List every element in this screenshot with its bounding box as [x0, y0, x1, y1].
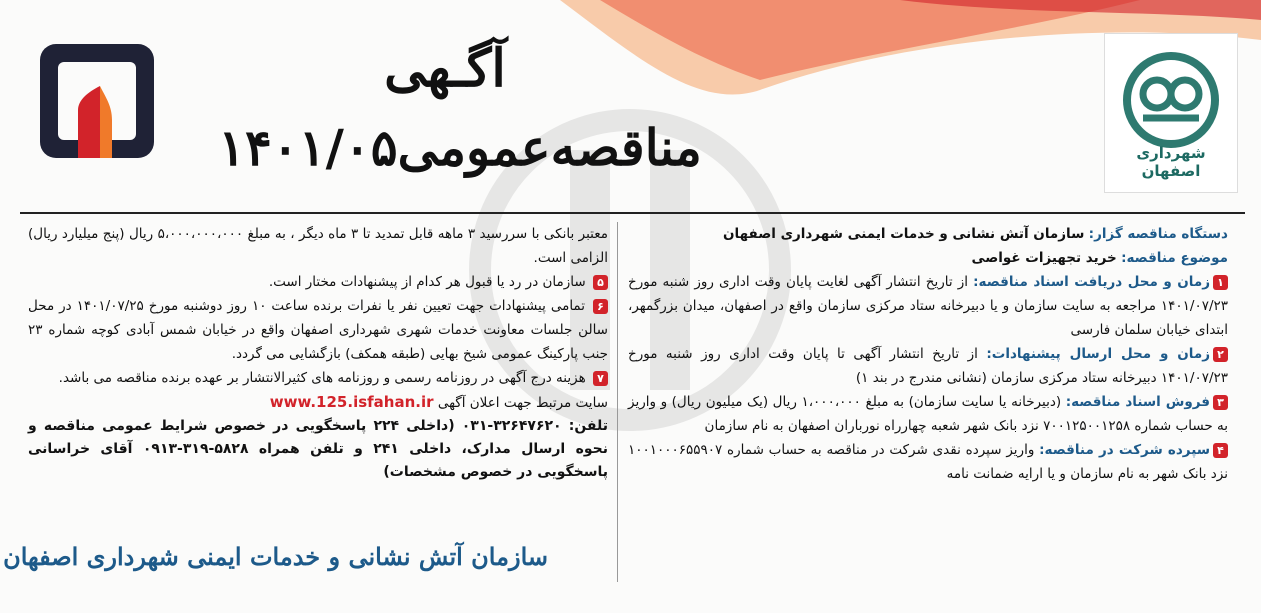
item-6-text: تمامی پیشنهادات جهت تعیین نفر یا نفرات برنده ساعت ۱۰ روز دوشنبه مورخ ۱۴۰۱/۰۷/۲۵ در محل سالن جلسات معاونت خدمات شهری شهرداری اصفهان واقع در خیابان شمس آبادی کوچه شماره ۲۳ جنب پارکینگ عمومی شیخ بهایی (طبقه همکف) بازگشایی می گردد.: [28, 298, 608, 362]
item-5-text: سازمان در رد یا قبول هر کدام از پیشنهادات مختار است.: [268, 274, 586, 290]
item-4-label: سپرده شرکت در مناقصه:: [1039, 442, 1210, 458]
municipality-logo: [1104, 33, 1238, 193]
guarantee-continuation: [28, 222, 608, 270]
item-6: [28, 294, 608, 366]
item-3-label: فروش اسناد مناقصه:: [1065, 394, 1210, 410]
website-label: سایت مرتبط جهت اعلان آگهی: [437, 395, 608, 411]
item-4-number: ۴: [1213, 443, 1228, 458]
item-4-text: واریز سپرده نقدی شرکت در مناقصه به حساب شماره ۱۰۰۱۰۰۰۶۵۵۹۰۷ نزد بانک شهر به نام سازمان و یا ارایه ضمانت نامه: [628, 442, 1228, 482]
organizer-label: دستگاه مناقصه گزار:: [1088, 226, 1228, 242]
column-divider: [617, 222, 618, 582]
item-3: [628, 390, 1228, 438]
right-column: [628, 222, 1228, 486]
organizer-value: سازمان آتش نشانی و خدمات ایمنی شهرداری اصفهان: [723, 226, 1085, 242]
website-line: [28, 390, 608, 415]
header-divider: [20, 212, 1245, 214]
item-1-number: ۱: [1213, 275, 1228, 290]
organizer-paragraph: [628, 222, 1228, 246]
item-5-number: ۵: [593, 275, 608, 290]
fire-logo-icon: [36, 40, 158, 162]
tender-title: مناقصه‌عمومی۱۴۰۱/۰۵: [218, 118, 702, 177]
municipality-emblem-icon: [1119, 48, 1223, 152]
item-3-number: ۳: [1213, 395, 1228, 410]
subject-label: موضوع مناقصه:: [1121, 250, 1228, 266]
page-title: آگـهی: [384, 38, 506, 99]
item-6-number: ۶: [593, 299, 608, 314]
item-7-text: هزینه درج آگهی در روزنامه رسمی و روزنامه های کثیرالانتشار بر عهده برنده مناقصه می باشد.: [58, 370, 586, 386]
item-7-number: ۷: [593, 371, 608, 386]
item-2-number: ۲: [1213, 347, 1228, 362]
item-3-text: (دبیرخانه یا سایت سازمان) به مبلغ ۱،۰۰۰،۰۰۰ ریال (یک میلیون ریال) و واریز به حساب شماره ۷۰۰۱۲۵۰۰۱۲۵۸ نزد بانک شهر شعبه چهارراه نورباران اصفهان به نام سازمان: [628, 394, 1228, 434]
item-2-text: از تاریخ انتشار آگهی تا پایان وقت اداری روز شنبه مورخ ۱۴۰۱/۰۷/۲۳ دبیرخانه ستاد مرکزی سازمان (نشانی مندرج در بند ۱): [628, 346, 1228, 386]
item-2: [628, 342, 1228, 390]
contact-text: تلفن: ۳۲۶۴۷۶۲۰-۰۳۱ (داخلی ۲۲۴ پاسخگویی در خصوص شرایط عمومی مناقصه و نحوه ارسال مدارک، داخلی ۲۴۱ و تلفن همراه ۵۸۲۸-۳۱۹-۰۹۱۳ آقای خراسانی پاسخگویی در خصوص مشخصات): [28, 418, 608, 480]
item-1-label: زمان و محل دریافت اسناد مناقصه:: [973, 274, 1211, 290]
item-7: [28, 366, 608, 390]
contact-info: [28, 415, 608, 484]
item-5: [28, 270, 608, 294]
fire-organization-logo: [36, 40, 158, 162]
subject-paragraph: [628, 246, 1228, 270]
item-1: [628, 270, 1228, 342]
guarantee-text: معتبر بانکی با سررسید ۳ ماهه قابل تمدید تا ۳ ماه دیگر ، به مبلغ ۵،۰۰۰،۰۰۰،۰۰۰ ریال (پنج میلیارد ریال) الزامی است.: [28, 226, 608, 266]
item-4: [628, 438, 1228, 486]
footer-organization-name: سازمان آتش نشانی و خدمات ایمنی شهرداری اصفهان: [3, 542, 548, 571]
logo-caption: شهرداری اصفهان: [1136, 144, 1206, 180]
website-link[interactable]: www.125.isfahan.ir: [269, 393, 434, 411]
item-2-label: زمان و محل ارسال پیشنهادات:: [986, 346, 1210, 362]
left-column: [28, 222, 608, 484]
subject-value: خرید تجهیزات غواصی: [971, 250, 1117, 266]
item-1-text: از تاریخ انتشار آگهی لغایت پایان وقت اداری روز شنبه مورخ ۱۴۰۱/۰۷/۲۳ مراجعه به سایت سازمان و یا دبیرخانه ستاد مرکزی سازمان واقع در اصفهان، میدان بزرگمهر، ابتدای خیابان سلمان فارسی: [628, 274, 1228, 338]
